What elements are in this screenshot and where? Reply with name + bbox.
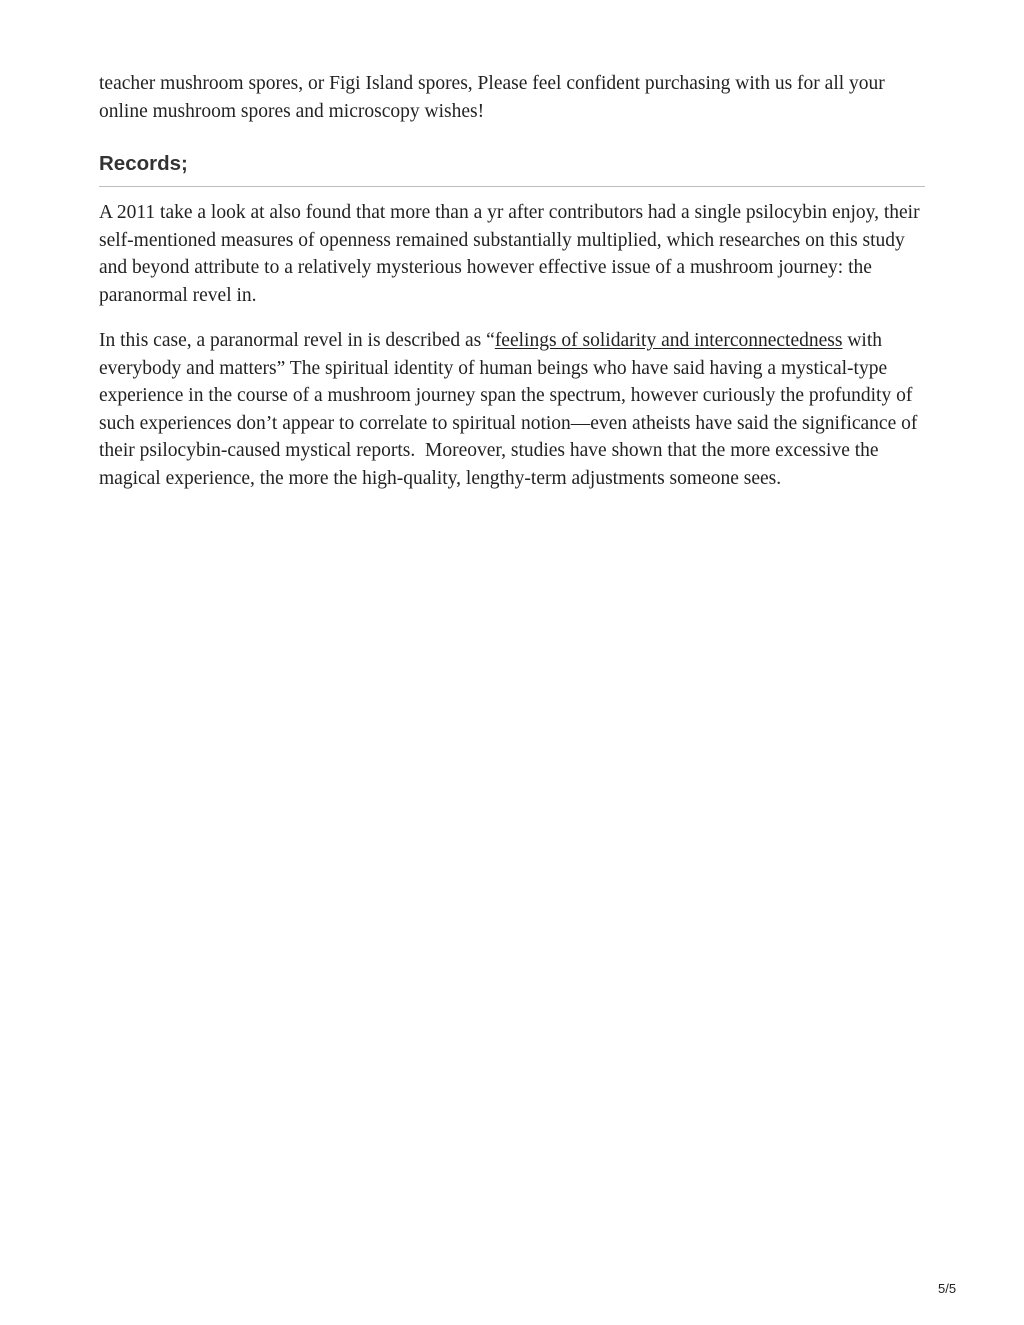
solidarity-link[interactable]: feelings of solidarity and interconnectedness	[494, 330, 843, 351]
intro-paragraph: teacher mushroom spores, or Figi Island spores, Please feel confident purchasing with us for all your online mushroom spores and microscopy wishes!	[99, 73, 885, 122]
paragraph-2-lead-text: In this case, a paranormal revel in is described as “	[99, 330, 495, 351]
body-paragraph-1: A 2011 take a look at also found that more than a yr after contributors had a single psilocybin enjoy, their self-mentioned measures of openness remained substantially multiplied, which researches on this study and beyond attribute to a relatively mysterious however effective issue of a mushroom journey: the paranormal revel in.	[99, 202, 920, 306]
body-paragraph-2	[99, 327, 925, 492]
section-heading: Records;	[99, 151, 925, 187]
document-body	[99, 70, 925, 492]
page-number: 5/5	[938, 1281, 957, 1296]
paragraph-2-rest-text: with everybody and matters” The spiritual identity of human beings who have said having a mystical-type experience in the course of a mushroom journey span the spectrum, however curiously the profundity of such experiences don’t appear to correlate to spiritual notion—even atheists have said the significance of their psilocybin-caused mystical reports. Moreover, studies have shown that the more excessive the magical experience, the more the high-quality, lengthy-term adjustments someone sees.	[99, 330, 918, 489]
